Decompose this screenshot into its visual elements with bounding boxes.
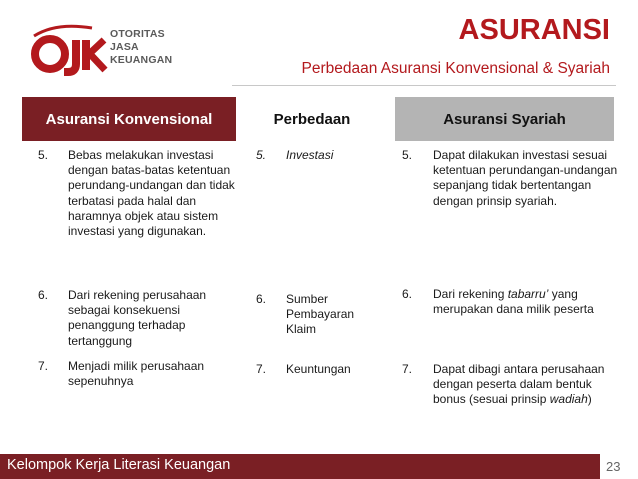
row5-syar-text: Dapat dilakukan investasi sesuai ketentuan perundangan-undangan sepanjang tidak bertentangan dengan prinsip syariah.: [433, 148, 618, 208]
row7-konv-num: 7.: [38, 359, 49, 373]
row6-syar-text-a: Dari rekening: [433, 287, 508, 301]
row7-syar-text-c: ): [587, 392, 592, 407]
row6-syar-num: 6.: [402, 287, 413, 301]
row5-konv-num: 5.: [38, 148, 49, 162]
row6-beda-num: 6.: [256, 292, 267, 306]
row5-syar-num: 5.: [402, 148, 413, 162]
logo-line-1: OTORITAS: [110, 28, 165, 40]
row6-beda-text: Sumber Pembayaran Klaim: [286, 292, 355, 337]
title-divider: [232, 85, 616, 86]
slide-title: ASURANSI: [458, 14, 610, 46]
row6-konv-text: Dari rekening perusahaan sebagai konsekuensi penanggung terhadap tertanggung: [68, 288, 207, 348]
row7-konv-text: Menjadi milik perusahaan sepenuhnya: [68, 359, 205, 389]
logo-line-3: KEUANGAN: [110, 54, 173, 66]
row6-syar-text-c: yang merupakan dana milik peserta: [433, 287, 594, 317]
row7-beda-text: Keuntungan: [286, 362, 351, 376]
row5-konv-text: Bebas melakukan investasi dengan batas-batas ketentuan perundang-undangan dan tidak terbatasi pada halal dan haramnya objek atau sistem investasi yang digunakan.: [68, 148, 235, 239]
page-number: 23: [606, 459, 621, 474]
row7-syar-text-a: Dapat dibagi antara perusahaan dengan peserta dalam bentuk bonus (sesuai prinsip: [433, 362, 605, 407]
header-konvensional: Asuransi Konvensional: [22, 97, 236, 141]
row6-syar-text: [433, 287, 623, 317]
row5-beda-num: 5.: [256, 148, 267, 162]
row6-syar-text-b: tabarru’: [507, 287, 549, 301]
row5-beda-text: Investasi: [286, 148, 334, 162]
row7-syar-text-b: wadiah: [549, 392, 588, 407]
ojk-logo-mark: [28, 20, 108, 78]
slide-subtitle: Perbedaan Asuransi Konvensional & Syariah: [301, 60, 610, 77]
header-perbedaan: Perbedaan: [273, 110, 351, 128]
row6-konv-num: 6.: [38, 288, 49, 302]
header-syariah: Asuransi Syariah: [395, 97, 614, 141]
row7-syar-num: 7.: [402, 362, 413, 376]
logo-wordmark: [110, 28, 172, 67]
row7-beda-num: 7.: [256, 362, 267, 376]
row7-syar-text: [433, 362, 611, 408]
footer-text: Kelompok Kerja Literasi Keuangan: [7, 457, 231, 473]
logo-line-2: JASA: [110, 41, 139, 53]
